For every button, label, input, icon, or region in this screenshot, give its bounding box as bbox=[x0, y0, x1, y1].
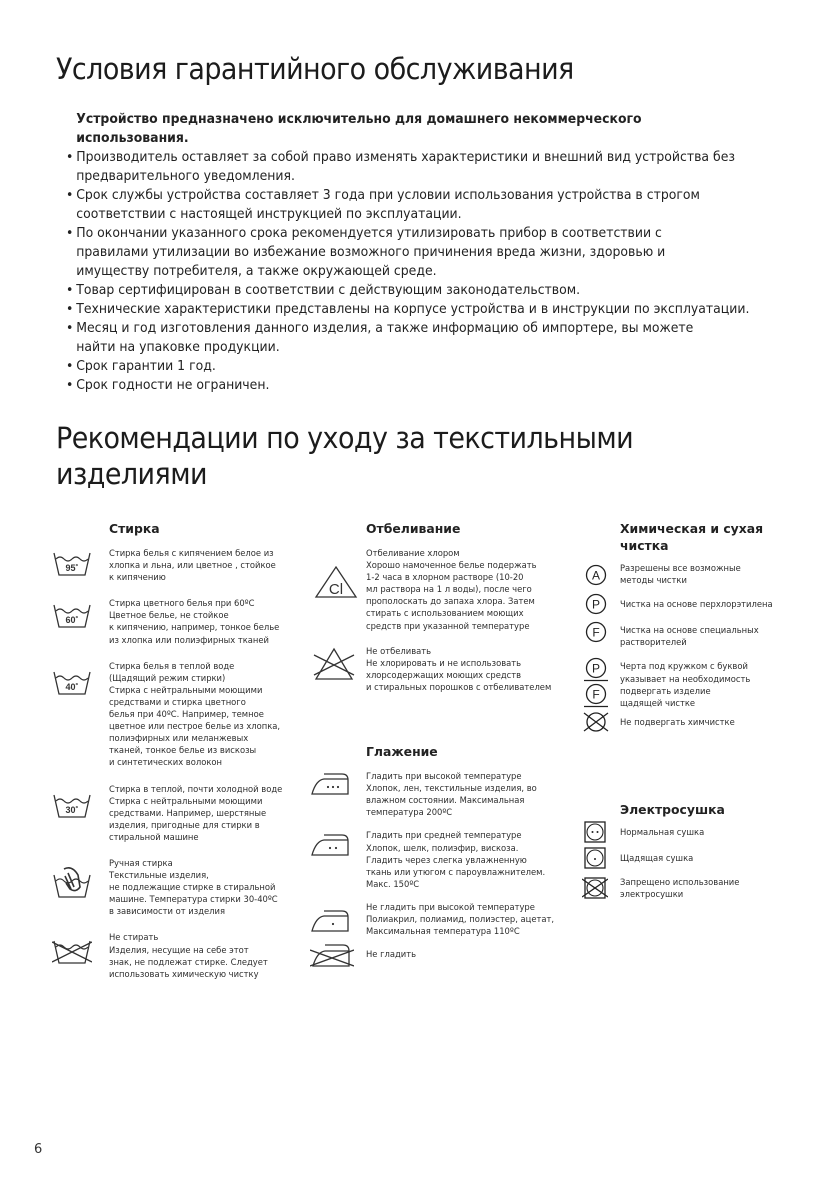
care-item-text: Щадящая сушка bbox=[620, 852, 694, 863]
dry-clean-p-icon bbox=[585, 593, 607, 615]
iron-high-icon bbox=[310, 772, 352, 796]
care-item-text: Гладить при средней температуре Хлопок, шелк, полиэфир, вискоза. Гладить через слегка увлажненную ткань или утюгом с пароувлажнителем. Макс. 150ºC bbox=[366, 830, 546, 889]
care-item-text: Стирка белья в теплой воде (Щадящий режим стирки) Стирка с нейтральными моющими средствами и стирка цветного белья при 40ºC. Например, темное цветное или пестрое белье из хлопка, полиэфирных или меланжевых тканей, тонкое белье из вискозы и синтетических волокон bbox=[109, 660, 281, 768]
warranty-bullet bbox=[66, 224, 754, 281]
care-item-text: Гладить при высокой температуре Хлопок, лен, текстильные изделия, во влажном состоянии. Максимальная температура 200ºC bbox=[366, 771, 537, 818]
warranty-bullet-text: Срок службы устройства составляет 3 года при условии использования устройства в строгом соответствии с настоящей инструкцией по эксплуатации. bbox=[76, 188, 700, 222]
care-item bbox=[310, 829, 556, 889]
dry-cleaning-drying-column bbox=[580, 520, 800, 900]
bullet-dot: • bbox=[66, 188, 74, 203]
dry-cleaning-title: Химическая и сухая чистка bbox=[620, 521, 764, 553]
bullet-dot: • bbox=[66, 359, 74, 374]
washing-title: Стирка bbox=[109, 521, 160, 536]
do-not-bleach-icon bbox=[312, 647, 356, 681]
care-item-text: Чистка на основе специальных растворителей bbox=[620, 625, 759, 648]
svg-text:40˚: 40˚ bbox=[65, 681, 79, 692]
dry-clean-f-icon bbox=[585, 621, 607, 643]
care-item bbox=[52, 857, 299, 917]
care-item bbox=[580, 598, 800, 610]
care-item bbox=[52, 597, 299, 645]
bleaching-title: Отбеливание bbox=[366, 521, 461, 536]
care-item-text: Разрешены все возможные методы чистки bbox=[620, 563, 741, 586]
warranty-bullet bbox=[66, 148, 754, 186]
wash-40-icon bbox=[52, 670, 92, 696]
page-title-care: Рекомендации по уходу за текстильными изделиями bbox=[56, 421, 634, 491]
wash-95-icon bbox=[52, 551, 92, 577]
iron-medium-icon bbox=[310, 833, 352, 857]
ironing-title: Глажение bbox=[366, 744, 438, 760]
do-not-wash-icon bbox=[52, 939, 92, 965]
warranty-bullet-text: Технические характеристики представлены на корпусе устройства и в инструкции по эксплуатации. bbox=[76, 302, 750, 317]
care-item bbox=[310, 645, 556, 693]
wash-30-icon bbox=[52, 793, 92, 819]
care-item bbox=[310, 547, 556, 632]
care-item bbox=[580, 826, 800, 838]
warranty-bullet-text: Товар сертифицирован в соответствии с действующим законодательством. bbox=[76, 283, 581, 298]
care-item bbox=[52, 931, 299, 979]
warranty-bullet bbox=[66, 186, 754, 224]
chlorine-bleach-icon bbox=[314, 565, 358, 599]
warranty-bullet-text: По окончании указанного срока рекомендуется утилизировать прибор в соответствии с правилами утилизации во избежание возможного причинения вреда жизни, здоровью и имуществу потребителя, а также окружающей среде. bbox=[76, 226, 666, 279]
warranty-bullet-text: Производитель оставляет за собой право изменять характеристики и внешний вид устройства без предварительного уведомления. bbox=[76, 150, 735, 184]
svg-text:95˚: 95˚ bbox=[65, 563, 79, 573]
warranty-bullet-text: Месяц и год изготовления данного изделия, а также информацию об импортере, вы можете найти на упаковке продукции. bbox=[76, 321, 694, 355]
iron-low-icon bbox=[310, 909, 352, 933]
care-item-text: Стирка цветного белья при 60ºC Цветное белье, не стойкое к кипячению, например, тонкое белье из хлопка или полиэфирных тканей bbox=[109, 598, 280, 645]
care-item-text: Нормальная сушка bbox=[620, 826, 705, 837]
care-item-text: Не гладить при высокой температуре Полиакрил, полиамид, полиэстер, ацетат, Максимальная температура 110ºC bbox=[366, 901, 555, 937]
care-item-text: Стирка в теплой, почти холодной воде Стирка с нейтральными моющими средствами. Например, шерстяные изделия, пригодные для стирки в стиральной машине bbox=[109, 783, 283, 842]
warranty-lead: Устройство предназначено исключительно для домашнего некоммерческого использования. bbox=[76, 112, 642, 146]
care-item bbox=[580, 852, 800, 864]
wash-60-icon bbox=[52, 603, 92, 629]
bullet-dot: • bbox=[66, 378, 74, 393]
warranty-bullet-text: Срок гарантии 1 год. bbox=[76, 359, 216, 374]
warranty-bullet-text: Срок годности не ограничен. bbox=[76, 378, 270, 393]
bullet-dot: • bbox=[66, 226, 74, 241]
care-item bbox=[580, 624, 800, 648]
bullet-dot: • bbox=[66, 302, 74, 317]
warranty-bullet bbox=[66, 357, 754, 376]
care-item-text: Не гладить bbox=[366, 949, 417, 960]
page-title-warranty: Условия гарантийного обслуживания bbox=[56, 52, 574, 86]
svg-text:P: P bbox=[591, 661, 601, 676]
dry-clean-a-icon bbox=[585, 564, 607, 586]
care-item bbox=[52, 660, 299, 769]
care-item bbox=[580, 716, 800, 728]
do-not-tumble-dry-icon bbox=[582, 876, 608, 900]
bleaching-ironing-column bbox=[310, 520, 556, 960]
do-not-dry-clean-icon bbox=[583, 711, 609, 733]
care-item bbox=[52, 783, 299, 843]
care-item-text: Не стирать Изделия, несущие на себе этот знак, не подлежат стирке. Следует использовать химическую чистку bbox=[109, 932, 268, 979]
svg-text:Cl: Cl bbox=[328, 581, 344, 598]
page-number: 6 bbox=[34, 1142, 43, 1157]
care-item-text: Не отбеливать Не хлорировать и не использовать хлорсодержащих моющих средств и стиральных порошков с отбеливателем bbox=[366, 645, 552, 692]
bullet-dot: • bbox=[66, 150, 74, 165]
tumble-drying-title: Электросушка bbox=[620, 801, 725, 817]
svg-text:F: F bbox=[592, 625, 600, 640]
care-item bbox=[580, 876, 800, 900]
care-item-text: Отбеливание хлором Хорошо намоченное белье подержать 1-2 часа в хлорном растворе (10-20 мл раствора на 1 л воды), после чего прополоскать до запаха хлора. Затем стирать с использованием моющих средств при указанной температуре bbox=[366, 548, 537, 631]
svg-text:60˚: 60˚ bbox=[65, 615, 79, 626]
washing-column bbox=[52, 520, 299, 980]
care-item-text: Чистка на основе перхлорэтилена bbox=[620, 599, 773, 610]
care-item bbox=[310, 770, 556, 818]
tumble-dry-gentle-icon bbox=[584, 847, 606, 869]
warranty-bullet bbox=[66, 376, 754, 395]
care-item-text: Стирка белья с кипячением белое из хлопка и льна, или цветное , стойкое к кипячению bbox=[109, 548, 276, 583]
care-item bbox=[310, 948, 556, 960]
care-item bbox=[52, 547, 299, 583]
hand-wash-icon bbox=[52, 863, 92, 899]
warranty-bullet bbox=[66, 281, 754, 300]
care-item-text: Черта под кружком с буквой указывает на необходимость подвергать изделие щадящей чистке bbox=[620, 661, 751, 708]
svg-text:A: A bbox=[591, 568, 601, 583]
svg-text:P: P bbox=[591, 597, 601, 612]
care-item bbox=[580, 562, 800, 586]
bullet-dot: • bbox=[66, 321, 74, 336]
svg-text:30˚: 30˚ bbox=[65, 804, 79, 815]
care-item bbox=[580, 660, 800, 710]
svg-text:F: F bbox=[592, 687, 600, 702]
warranty-bullet bbox=[66, 300, 754, 319]
warranty-list bbox=[66, 110, 754, 395]
bullet-dot: • bbox=[66, 283, 74, 298]
warranty-bullet bbox=[66, 319, 754, 357]
care-item-text: Ручная стирка Текстильные изделия, не подлежащие стирке в стиральной машине. Температура стирки 30-40ºC в зависимости от изделия bbox=[109, 857, 278, 917]
care-item bbox=[310, 901, 556, 937]
care-item-text: Запрещено использование электросушки bbox=[620, 876, 740, 899]
tumble-dry-normal-icon bbox=[584, 821, 606, 843]
do-not-iron-icon bbox=[310, 942, 354, 968]
gentle-dry-clean-pf-icon bbox=[583, 657, 609, 709]
care-item-text: Не подвергать химчистке bbox=[620, 717, 735, 728]
